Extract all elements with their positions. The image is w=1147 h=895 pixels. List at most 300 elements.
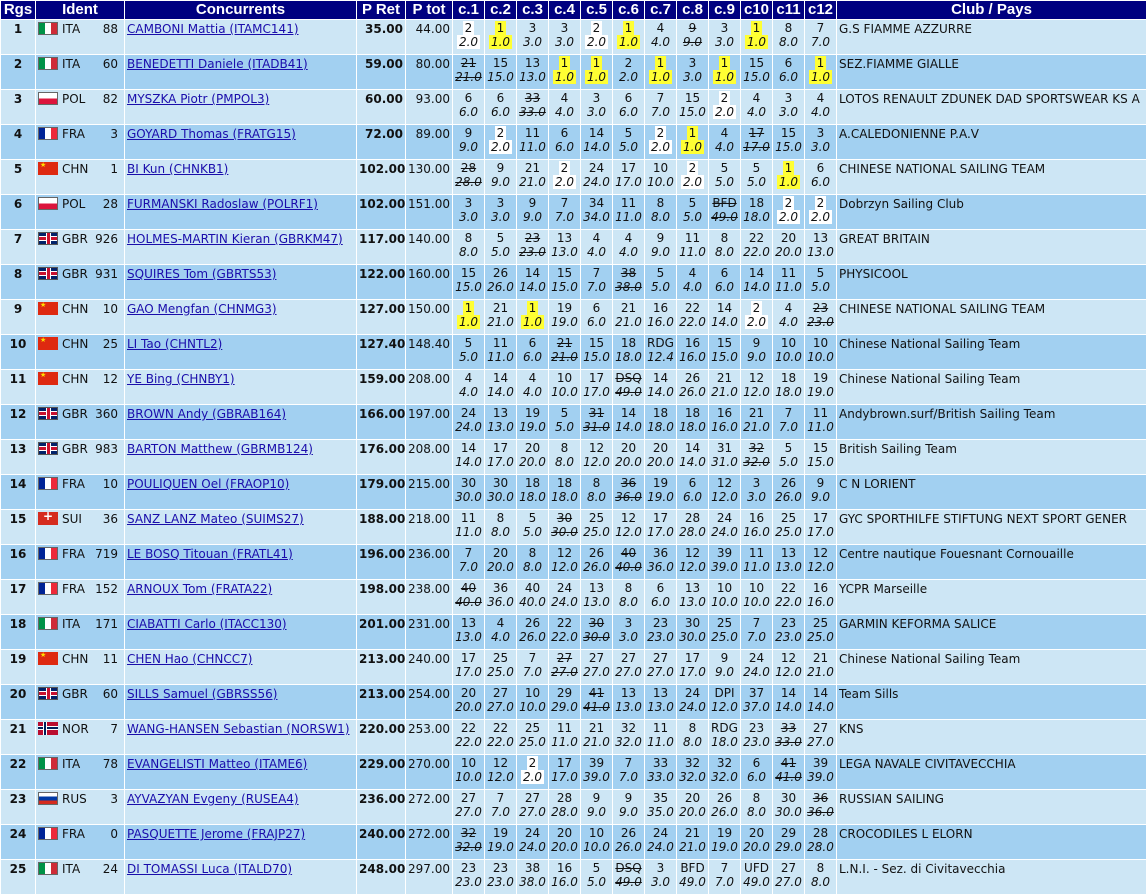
- race-cell: [549, 580, 580, 614]
- race-cell: [453, 125, 484, 159]
- race-points: 8.0: [586, 490, 607, 504]
- race-points: 10.0: [711, 595, 738, 609]
- table-row: [1, 195, 1146, 229]
- nation-code: GBR: [62, 232, 88, 246]
- race-position: 2: [624, 56, 633, 70]
- race-cell: [773, 475, 804, 509]
- race-position: 36: [652, 546, 669, 560]
- header-cell[interactable]: c.3: [517, 1, 548, 19]
- race-points: 17.0: [679, 665, 706, 679]
- race-cell: [709, 440, 740, 474]
- total-points-cell: 272.00: [406, 825, 452, 859]
- race-position: 2: [496, 126, 505, 140]
- table-row: [1, 370, 1146, 404]
- ident-cell: [36, 265, 124, 299]
- race-points: 32.0: [615, 735, 642, 749]
- race-cell: [805, 825, 836, 859]
- race-cell: [549, 90, 580, 124]
- race-points: 2.0: [746, 315, 767, 329]
- race-points: 12.0: [487, 770, 514, 784]
- race-cell: [549, 300, 580, 334]
- race-cell: [645, 510, 676, 544]
- race-cell: [741, 615, 772, 649]
- competitor-link[interactable]: GOYARD Thomas (FRATG15): [127, 127, 296, 141]
- race-position: 30: [556, 511, 573, 525]
- header-cell[interactable]: Concurrents: [125, 1, 356, 19]
- rank-cell: 6: [1, 195, 35, 229]
- race-cell: [613, 545, 644, 579]
- rank-cell: 9: [1, 300, 35, 334]
- race-cell: [549, 195, 580, 229]
- race-points: 27.0: [647, 665, 674, 679]
- race-points: 28.0: [679, 525, 706, 539]
- race-position: 34: [588, 196, 605, 210]
- club-cell: Chinese National Sailing Team: [837, 370, 1146, 404]
- header-cell[interactable]: P tot: [406, 1, 452, 19]
- race-position: 1: [560, 56, 569, 70]
- race-cell: [773, 195, 804, 229]
- race-position: 5: [592, 861, 601, 875]
- race-cell: [517, 195, 548, 229]
- race-cell: [773, 440, 804, 474]
- race-position: 12: [492, 756, 509, 770]
- race-cell: [677, 650, 708, 684]
- race-points: 8.0: [682, 735, 703, 749]
- race-position: 13: [620, 686, 637, 700]
- race-points: 5.0: [778, 455, 799, 469]
- club-cell: RUSSIAN SAILING: [837, 790, 1146, 824]
- header-cell[interactable]: Rgs: [1, 1, 35, 19]
- race-position: 22: [492, 721, 509, 735]
- competitor-link[interactable]: EVANGELISTI Matteo (ITAME6): [127, 757, 308, 771]
- race-position: 17: [620, 161, 637, 175]
- competitor-link[interactable]: YE Bing (CHNBY1): [127, 372, 235, 386]
- race-position: 4: [624, 231, 633, 245]
- race-cell: [709, 510, 740, 544]
- race-position: 10: [780, 336, 797, 350]
- total-points-cell: 297.00: [406, 860, 452, 894]
- race-position: 18: [524, 476, 541, 490]
- race-points: 11.0: [551, 735, 578, 749]
- header-cell[interactable]: c.7: [645, 1, 676, 19]
- nation-code: ITA: [62, 862, 81, 876]
- table-row: [1, 160, 1146, 194]
- race-position: 4: [784, 301, 793, 315]
- race-points: 4.0: [554, 105, 575, 119]
- race-position: 6: [592, 301, 601, 315]
- race-cell: [549, 335, 580, 369]
- competitor-link[interactable]: POULIQUEN Oel (FRAOP10): [127, 477, 290, 491]
- race-cell: [805, 265, 836, 299]
- competitor-link[interactable]: SQUIRES Tom (GBRTS53): [127, 267, 277, 281]
- table-row: [1, 300, 1146, 334]
- header-cell[interactable]: c11: [773, 1, 804, 19]
- race-cell: [645, 755, 676, 789]
- race-cell: [517, 90, 548, 124]
- club-cell: PHYSICOOL: [837, 265, 1146, 299]
- race-position: 15: [556, 266, 573, 280]
- competitor-cell: [125, 685, 356, 719]
- table-row: [1, 475, 1146, 509]
- race-position: UFD: [744, 861, 769, 875]
- race-cell: [453, 55, 484, 89]
- race-position: 7: [816, 21, 825, 35]
- race-position: 3: [624, 616, 633, 630]
- race-points: 8.0: [778, 35, 799, 49]
- header-cell[interactable]: c.5: [581, 1, 612, 19]
- race-position: 13: [492, 406, 509, 420]
- race-points: 4.0: [714, 140, 735, 154]
- race-points: 16.0: [679, 350, 706, 364]
- race-cell: [517, 580, 548, 614]
- race-position: 21: [460, 56, 477, 70]
- race-points: 41.0: [775, 770, 802, 784]
- race-points: 49.0: [743, 875, 770, 889]
- competitor-link[interactable]: SANZ LANZ Mateo (SUIMS27): [127, 512, 304, 526]
- race-points: 14.0: [487, 385, 514, 399]
- competitor-link[interactable]: ARNOUX Tom (FRATA22): [127, 582, 273, 596]
- header-cell[interactable]: c.2: [485, 1, 516, 19]
- race-position: 30: [492, 476, 509, 490]
- race-points: 36.0: [807, 805, 834, 819]
- race-position: 14: [748, 266, 765, 280]
- race-cell: [517, 440, 548, 474]
- header-cell[interactable]: c.8: [677, 1, 708, 19]
- race-points: 23.0: [519, 245, 546, 259]
- race-points: 24.0: [455, 420, 482, 434]
- competitor-link[interactable]: CAMBONI Mattia (ITAMC141): [127, 22, 299, 36]
- race-position: 9: [464, 126, 473, 140]
- flag-icon: [38, 197, 58, 210]
- header-cell[interactable]: c10: [741, 1, 772, 19]
- race-cell: [773, 370, 804, 404]
- race-points: 36.0: [615, 490, 642, 504]
- race-points: 17.0: [807, 525, 834, 539]
- competitor-link[interactable]: MYSZKA Piotr (PMPOL3): [127, 92, 270, 106]
- total-points-cell: 148.40: [406, 335, 452, 369]
- race-points: 5.0: [586, 875, 607, 889]
- header-cell[interactable]: c.1: [453, 1, 484, 19]
- race-points: 26.0: [679, 385, 706, 399]
- race-points: 5.0: [490, 245, 511, 259]
- header-row: [1, 1, 1146, 19]
- race-cell: [709, 90, 740, 124]
- race-points: 12.0: [583, 455, 610, 469]
- race-position: 30: [684, 616, 701, 630]
- competitor-link[interactable]: SILLS Samuel (GBRSS56): [127, 687, 278, 701]
- race-points: 49.0: [679, 875, 706, 889]
- ident-cell: [36, 230, 124, 264]
- race-position: 22: [748, 231, 765, 245]
- header-cell[interactable]: Ident: [36, 1, 124, 19]
- race-cell: [805, 440, 836, 474]
- race-cell: [517, 405, 548, 439]
- race-points: 15.0: [743, 70, 770, 84]
- race-cell: [741, 265, 772, 299]
- club-cell: C N LORIENT: [837, 475, 1146, 509]
- race-points: 14.0: [519, 280, 546, 294]
- race-points: 7.0: [458, 560, 479, 574]
- race-position: 15: [812, 441, 829, 455]
- race-position: 25: [492, 651, 509, 665]
- race-position: 28: [812, 826, 829, 840]
- race-cell: [677, 195, 708, 229]
- competitor-link[interactable]: CIABATTI Carlo (ITACC130): [127, 617, 287, 631]
- header-cell[interactable]: Club / Pays: [837, 1, 1146, 19]
- table-row: [1, 405, 1146, 439]
- race-position: 17: [492, 441, 509, 455]
- race-position: 32: [748, 441, 765, 455]
- race-position: 11: [460, 511, 477, 525]
- competitor-link[interactable]: DI TOMASSI Luca (ITALD70): [127, 862, 293, 876]
- race-points: 4.0: [746, 105, 767, 119]
- competitor-cell: [125, 720, 356, 754]
- race-points: 6.0: [490, 105, 511, 119]
- race-cell: [613, 755, 644, 789]
- race-points: 18.0: [551, 490, 578, 504]
- race-cell: [485, 685, 516, 719]
- competitor-link[interactable]: BROWN Andy (GBRAB164): [127, 407, 287, 421]
- race-cell: [549, 825, 580, 859]
- sail-number: 28: [102, 197, 118, 211]
- club-cell: G.S FIAMME AZZURRE: [837, 20, 1146, 54]
- net-points-cell: 196.00: [357, 545, 405, 579]
- competitor-link[interactable]: BENEDETTI Daniele (ITADB41): [127, 57, 308, 71]
- race-points: 10.0: [647, 175, 674, 189]
- competitor-link[interactable]: PASQUETTE Jerome (FRAJP27): [127, 827, 306, 841]
- rank-cell: 1: [1, 20, 35, 54]
- race-cell: [677, 55, 708, 89]
- race-cell: [549, 265, 580, 299]
- race-cell: [677, 755, 708, 789]
- sail-number: 983: [95, 442, 118, 456]
- total-points-cell: 151.00: [406, 195, 452, 229]
- race-cell: [645, 125, 676, 159]
- race-position: RDG: [647, 336, 674, 350]
- header-cell[interactable]: c12: [805, 1, 836, 19]
- total-points-cell: 140.00: [406, 230, 452, 264]
- race-points: 25.0: [711, 630, 738, 644]
- competitor-cell: [125, 160, 356, 194]
- race-points: 26.0: [615, 840, 642, 854]
- competitor-link[interactable]: BARTON Matthew (GBRMB124): [127, 442, 313, 456]
- race-position: 21: [588, 721, 605, 735]
- race-cell: [773, 790, 804, 824]
- race-position: 8: [784, 21, 793, 35]
- race-position: 14: [492, 371, 509, 385]
- race-points: 27.0: [583, 665, 610, 679]
- table-row: [1, 580, 1146, 614]
- race-cell: [645, 475, 676, 509]
- race-position: 11: [748, 546, 765, 560]
- race-points: 2.0: [458, 35, 479, 49]
- race-points: 8.0: [650, 210, 671, 224]
- race-points: 25.0: [775, 525, 802, 539]
- race-cell: [613, 580, 644, 614]
- race-points: 30.0: [679, 630, 706, 644]
- race-cell: [613, 440, 644, 474]
- race-cell: [805, 475, 836, 509]
- flag-icon: [38, 792, 58, 805]
- race-position: 7: [560, 196, 569, 210]
- race-cell: [613, 55, 644, 89]
- race-cell: [453, 195, 484, 229]
- race-position: 6: [688, 476, 697, 490]
- race-cell: [581, 685, 612, 719]
- race-cell: [773, 580, 804, 614]
- net-points-cell: 60.00: [357, 90, 405, 124]
- race-position: 3: [816, 126, 825, 140]
- race-cell: [485, 615, 516, 649]
- competitor-link[interactable]: FURMANSKI Radoslaw (POLRF1): [127, 197, 318, 211]
- race-points: 13.0: [807, 245, 834, 259]
- race-points: 2.0: [586, 35, 607, 49]
- race-cell: [581, 55, 612, 89]
- race-cell: [485, 20, 516, 54]
- competitor-link[interactable]: LE BOSQ Titouan (FRATL41): [127, 547, 293, 561]
- competitor-link[interactable]: GAO Mengfan (CHNMG3): [127, 302, 277, 316]
- rank-cell: 18: [1, 615, 35, 649]
- race-position: 17: [812, 511, 829, 525]
- race-points: 16.0: [711, 420, 738, 434]
- header-cell[interactable]: c.4: [549, 1, 580, 19]
- table-row: [1, 20, 1146, 54]
- race-points: 29.0: [551, 700, 578, 714]
- competitor-link[interactable]: BI Kun (CHNKB1): [127, 162, 229, 176]
- race-points: 6.0: [746, 770, 767, 784]
- race-position: 21: [620, 301, 637, 315]
- race-position: 41: [588, 686, 605, 700]
- race-points: 25.0: [519, 735, 546, 749]
- competitor-link[interactable]: CHEN Hao (CHNCC7): [127, 652, 253, 666]
- race-cell: [517, 265, 548, 299]
- race-cell: [453, 335, 484, 369]
- race-position: 13: [780, 546, 797, 560]
- header-cell[interactable]: c.9: [709, 1, 740, 19]
- competitor-link[interactable]: LI Tao (CHNTL2): [127, 337, 223, 351]
- race-cell: [645, 55, 676, 89]
- race-points: 23.0: [807, 315, 834, 329]
- race-points: 4.0: [778, 315, 799, 329]
- race-cell: [581, 195, 612, 229]
- race-position: 37: [748, 686, 765, 700]
- header-cell[interactable]: c.6: [613, 1, 644, 19]
- race-points: 10.0: [551, 385, 578, 399]
- race-position: 20: [460, 686, 477, 700]
- flag-icon: [38, 57, 58, 70]
- total-points-cell: 93.00: [406, 90, 452, 124]
- race-cell: [485, 90, 516, 124]
- net-points-cell: 102.00: [357, 195, 405, 229]
- race-points: 14.0: [807, 700, 834, 714]
- net-points-cell: 229.00: [357, 755, 405, 789]
- race-position: 27: [460, 791, 477, 805]
- race-position: 5: [784, 441, 793, 455]
- race-points: 38.0: [519, 875, 546, 889]
- race-points: 1.0: [522, 315, 543, 329]
- race-cell: [581, 510, 612, 544]
- race-points: 21.0: [807, 665, 834, 679]
- race-position: 2: [816, 196, 825, 210]
- race-position: 1: [464, 301, 473, 315]
- competitor-cell: [125, 790, 356, 824]
- race-cell: [741, 580, 772, 614]
- competitor-link[interactable]: AYVAZYAN Evgeny (RUSEA4): [127, 792, 299, 806]
- race-cell: [485, 55, 516, 89]
- race-points: 10.0: [583, 840, 610, 854]
- race-cell: [773, 265, 804, 299]
- competitor-link[interactable]: HOLMES-MARTIN Kieran (GBRKM47): [127, 232, 343, 246]
- race-points: 4.0: [682, 280, 703, 294]
- sail-number: 82: [102, 92, 118, 106]
- race-points: 21.0: [455, 70, 482, 84]
- club-cell: SEZ.FIAMME GIALLE: [837, 55, 1146, 89]
- race-points: 12.0: [615, 525, 642, 539]
- race-position: 26: [780, 476, 797, 490]
- net-points-cell: 179.00: [357, 475, 405, 509]
- race-position: 40: [460, 581, 477, 595]
- race-position: 30: [588, 616, 605, 630]
- competitor-cell: [125, 580, 356, 614]
- race-cell: [549, 370, 580, 404]
- race-cell: [677, 720, 708, 754]
- race-cell: [581, 160, 612, 194]
- race-points: 37.0: [743, 700, 770, 714]
- race-points: 6.0: [586, 315, 607, 329]
- race-points: 21.0: [679, 840, 706, 854]
- race-position: 20: [492, 546, 509, 560]
- race-points: 11.0: [743, 560, 770, 574]
- race-cell: [613, 370, 644, 404]
- race-position: 24: [684, 686, 701, 700]
- race-position: 10: [524, 686, 541, 700]
- race-points: 34.0: [583, 210, 610, 224]
- nation-code: GBR: [62, 442, 88, 456]
- header-cell[interactable]: P Ret: [357, 1, 405, 19]
- race-cell: [677, 335, 708, 369]
- race-points: 17.0: [743, 140, 770, 154]
- race-points: 4.0: [458, 385, 479, 399]
- flag-icon: [38, 372, 58, 385]
- race-points: 35.0: [647, 805, 674, 819]
- race-points: 5.0: [554, 420, 575, 434]
- sail-number: 60: [102, 57, 118, 71]
- race-position: 16: [812, 581, 829, 595]
- race-cell: [773, 230, 804, 264]
- flag-icon: [38, 302, 58, 315]
- race-cell: [741, 650, 772, 684]
- competitor-link[interactable]: WANG-HANSEN Sebastian (NORSW1): [127, 722, 350, 736]
- race-position: 8: [688, 721, 697, 735]
- race-cell: [581, 300, 612, 334]
- race-cell: [453, 860, 484, 894]
- race-cell: [517, 825, 548, 859]
- ident-cell: [36, 650, 124, 684]
- race-position: 8: [464, 231, 473, 245]
- race-position: 23: [812, 301, 829, 315]
- race-position: 26: [524, 616, 541, 630]
- race-position: 27: [780, 861, 797, 875]
- race-position: 40: [524, 581, 541, 595]
- race-position: 3: [688, 56, 697, 70]
- race-position: 8: [592, 476, 601, 490]
- race-cell: [453, 370, 484, 404]
- race-cell: [453, 440, 484, 474]
- race-points: 49.0: [711, 210, 738, 224]
- race-position: 8: [624, 581, 633, 595]
- race-cell: [645, 685, 676, 719]
- race-cell: [645, 615, 676, 649]
